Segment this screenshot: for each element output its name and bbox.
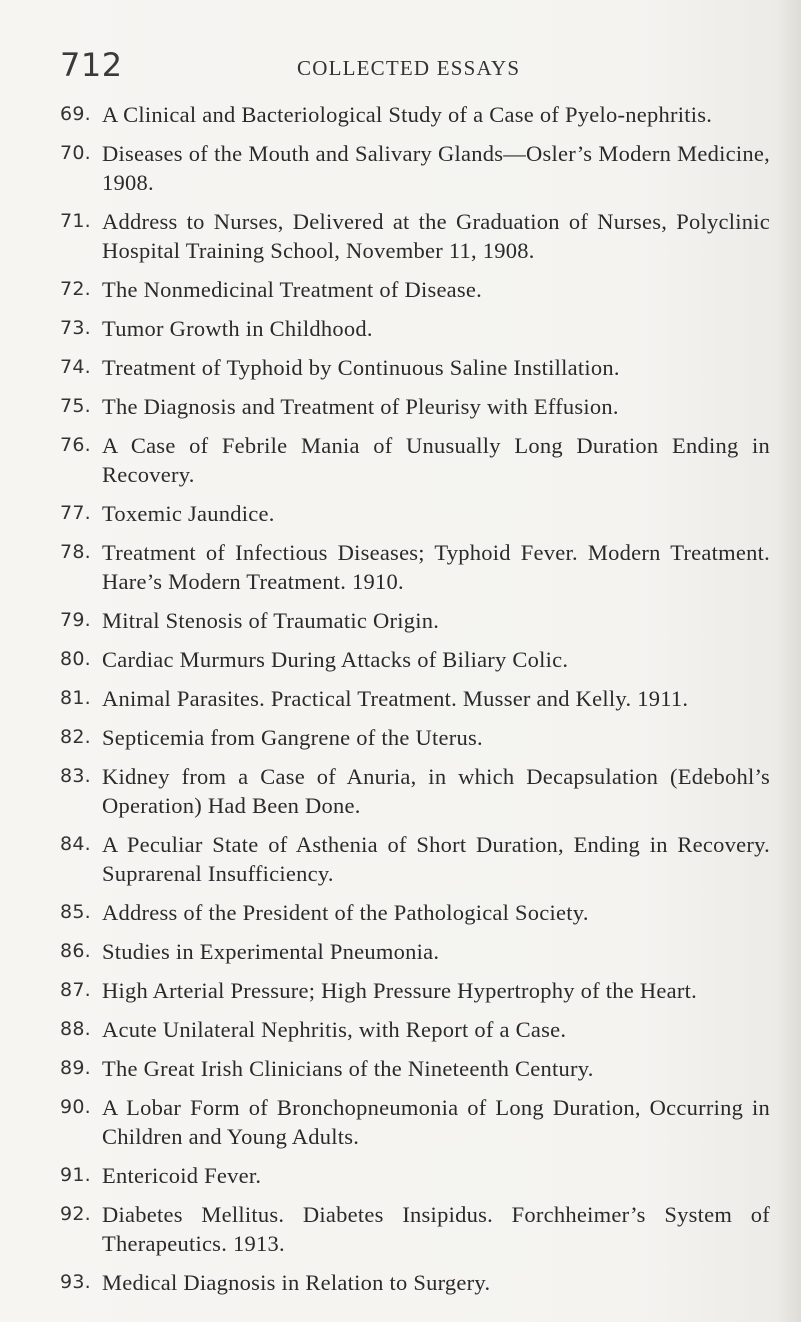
entry-title: Acute Unilateral Nephritis, with Report of a Case. — [102, 1017, 567, 1042]
bibliography-entry — [60, 1015, 770, 1044]
entry-number: 86. — [60, 940, 91, 962]
entry-title: Entericoid Fever. — [102, 1163, 262, 1188]
bibliography-entry — [60, 1200, 770, 1258]
entry-title: The Great Irish Clinicians of the Nineteenth Century. — [102, 1056, 594, 1081]
entry-number: 91. — [60, 1164, 91, 1186]
entry-title: Diabetes Mellitus. Diabetes Insipidus. Forchheimer’s System of Therapeutics. 1913. — [102, 1202, 770, 1256]
bibliography-entry — [60, 1268, 770, 1297]
running-head: COLLECTED ESSAYS — [297, 56, 521, 80]
entry-number: 69. — [60, 103, 91, 125]
entry-number: 77. — [60, 502, 91, 524]
entry-number: 81. — [60, 687, 91, 709]
entry-title: A Peculiar State of Asthenia of Short Duration, Ending in Recovery. Suprarenal Insufficiency. — [102, 832, 770, 886]
entry-title: Animal Parasites. Practical Treatment. Musser and Kelly. 1911. — [102, 686, 689, 711]
entry-number: 73. — [60, 317, 91, 339]
entry-number: 79. — [60, 609, 91, 631]
bibliography-entry — [60, 606, 770, 635]
entry-number: 70. — [60, 142, 91, 164]
entry-number: 75. — [60, 395, 91, 417]
bibliography-entry — [60, 431, 770, 489]
bibliography-entry — [60, 1093, 770, 1151]
entry-title: Address of the President of the Pathological Society. — [102, 900, 589, 925]
entry-title: Toxemic Jaundice. — [102, 501, 275, 526]
entry-title: Diseases of the Mouth and Salivary Glands—Osler’s Modern Medicine, 1908. — [102, 141, 770, 195]
entry-number: 87. — [60, 979, 91, 1001]
entry-number: 78. — [60, 541, 91, 563]
entry-title: The Nonmedicinal Treatment of Disease. — [102, 277, 483, 302]
entry-title: High Arterial Pressure; High Pressure Hypertrophy of the Heart. — [102, 978, 697, 1003]
entry-title: Tumor Growth in Childhood. — [102, 316, 373, 341]
entry-number: 93. — [60, 1271, 91, 1293]
entry-number: 71. — [60, 210, 91, 232]
bibliography-entry — [60, 353, 770, 382]
bibliography-entry — [60, 139, 770, 197]
bibliography-entry — [60, 723, 770, 752]
entry-number: 83. — [60, 765, 91, 787]
entry-title: A Case of Febrile Mania of Unusually Long Duration Ending in Recovery. — [102, 433, 770, 487]
entry-title: Medical Diagnosis in Relation to Surgery. — [102, 1270, 491, 1295]
entry-title: A Lobar Form of Bronchopneumonia of Long Duration, Occurring in Children and Young Adults. — [102, 1095, 770, 1149]
entry-title: Kidney from a Case of Anuria, in which Decapsulation (Edebohl’s Operation) Had Been Done. — [102, 764, 770, 818]
bibliography-entry — [60, 1054, 770, 1083]
entry-title: Cardiac Murmurs During Attacks of Biliary Colic. — [102, 647, 569, 672]
entry-title: Treatment of Typhoid by Continuous Saline Instillation. — [102, 355, 620, 380]
entry-number: 85. — [60, 901, 91, 923]
entry-number: 92. — [60, 1203, 91, 1225]
bibliography-entry — [60, 275, 770, 304]
bibliography-entry — [60, 392, 770, 421]
entry-number: 82. — [60, 726, 91, 748]
bibliography-entry — [60, 898, 770, 927]
bibliography-entry — [60, 684, 770, 713]
bibliography-entry — [60, 1161, 770, 1190]
bibliography-entry — [60, 645, 770, 674]
entry-number: 89. — [60, 1057, 91, 1079]
page-number: 712 — [60, 46, 123, 84]
entry-title: The Diagnosis and Treatment of Pleurisy with Effusion. — [102, 394, 619, 419]
entry-title: Treatment of Infectious Diseases; Typhoid Fever. Modern Treatment. Hare’s Modern Treatment. 1910. — [102, 540, 770, 594]
bibliography-entry — [60, 499, 770, 528]
entry-title: Mitral Stenosis of Traumatic Origin. — [102, 608, 440, 633]
entry-number: 74. — [60, 356, 91, 378]
entry-number: 90. — [60, 1096, 91, 1118]
bibliography-entry — [60, 100, 770, 129]
entry-title: Septicemia from Gangrene of the Uterus. — [102, 725, 483, 750]
entry-number: 72. — [60, 278, 91, 300]
bibliography-entry — [60, 830, 770, 888]
entry-number: 84. — [60, 833, 91, 855]
bibliography-entry — [60, 314, 770, 343]
entry-number: 80. — [60, 648, 91, 670]
bibliography-list — [60, 100, 770, 1307]
entry-number: 76. — [60, 434, 91, 456]
bibliography-entry — [60, 762, 770, 820]
bibliography-entry — [60, 976, 770, 1005]
entry-title: Address to Nurses, Delivered at the Graduation of Nurses, Polyclinic Hospital Training School, November 11, 1908. — [102, 209, 770, 263]
bibliography-entry — [60, 937, 770, 966]
bibliography-entry — [60, 538, 770, 596]
entry-number: 88. — [60, 1018, 91, 1040]
page-header — [0, 46, 801, 86]
bibliography-entry — [60, 207, 770, 265]
entry-title: A Clinical and Bacteriological Study of a Case of Pyelo-nephritis. — [102, 102, 713, 127]
entry-title: Studies in Experimental Pneumonia. — [102, 939, 440, 964]
